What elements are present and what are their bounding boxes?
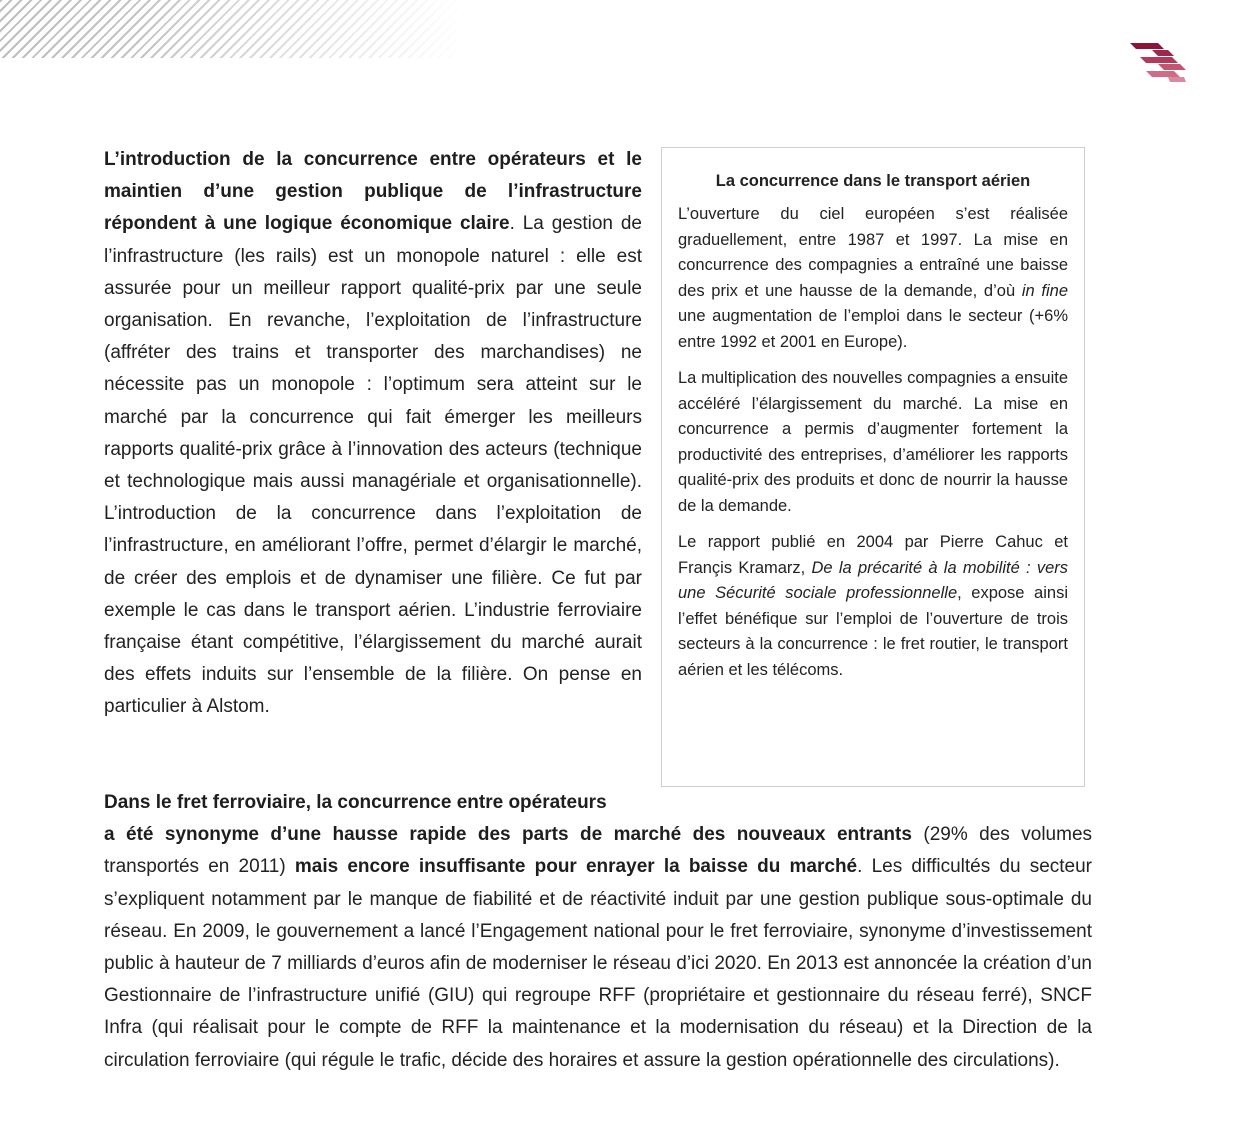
freight-paragraph <box>104 787 1092 1077</box>
sidebox-p1-italic: in fine <box>1021 281 1068 300</box>
sidebox-p3-italic-title: De la précarité à la mobilité : vers une Sécurité sociale professionnelle <box>678 558 1068 602</box>
freight-normal-1: (29% des volumes transportés en 2011) <box>104 824 1093 878</box>
stacked-arrows-logo-icon <box>1128 40 1188 84</box>
sidebox-paragraph-3 <box>678 530 1068 683</box>
freight-bold-line-1: Dans le fret ferroviaire, la concurrence entre opérateurs <box>104 792 607 813</box>
freight-bold-continuation: a été synonyme d’une hausse rapide des parts de marché des nouveaux entrants <box>104 824 912 846</box>
sidebox-p1-end: une augmentation de l’emploi dans le secteur (+6% entre 1992 et 2001 en Europe). <box>678 307 1068 351</box>
sidebox-p3-end: , expose ainsi l’effet bénéfique sur l’emploi de l’ouverture de trois secteurs à la concurrence : le fret routier, le transport aérien et les télécoms. <box>678 584 1068 679</box>
sidebox-paragraph-1 <box>678 202 1068 355</box>
diagonal-hatch-decoration <box>0 0 465 58</box>
main-lead-bold: L’introduction de la concurrence entre opérateurs et le maintien d’une gestion publique de l’infrastructure répondent à une logique économique claire <box>104 149 642 235</box>
main-body-text: . La gestion de l’infrastructure (les rails) est un monopole naturel : elle est assurée pour un meilleur rapport qualité-prix par une seule organisation. En revanche, l’exploitation de l’infrastructure (affréter des trains et transporter des marchandises) ne nécessite pas un monopole : l’optimum sera atteint sur le marché par la concurrence qui fait émerger les meilleurs rapports qualité-prix grâce à l’innovation des acteurs (technique et technologique mais aussi managériale et organisationnelle). L’introduction de la concurrence dans l’exploitation de l’infrastructure, en améliorant l’offre, permet d’élargir le marché, de créer des emplois et de dynamiser une filière. Ce fut par exemple le cas dans le transport aérien. L’industrie ferroviaire française étant compétitive, l’élargissement du marché aurait des effets induits sur l’ensemble de la filière. On pense en particulier à Alstom. <box>104 213 642 718</box>
main-paragraph <box>104 144 642 724</box>
freight-normal-2: . Les difficultés du secteur s’expliquent notamment par le manque de fiabilité et de réactivité induit par une gestion publique sous-optimale du réseau. En 2009, le gouvernement a lancé l’Engagement national pour le fret ferroviaire, synonyme d’investissement public à hauteur de 7 milliards d’euros afin de moderniser le réseau d’ici 2020. En 2013 est annoncée la création d’un Gestionnaire de l’infrastructure unifié (GIU) qui regroupe RFF (propriétaire et gestionnaire du réseau ferré), SNCF Infra (qui réalisait pour le compte de RFF la maintenance et la modernisation du réseau) et la Direction de la circulation ferroviaire (qui régule le trafic, décide des horaires et assure la gestion opérationnelle des circulations). <box>104 856 1093 1071</box>
sidebox-p1-text: L’ouverture du ciel européen s’est réalisée graduellement, entre 1987 et 1997. La mise en concurrence des compagnies a entraîné une baisse des prix et une hausse de la demande, d’où <box>678 205 1068 300</box>
sidebox-title: La concurrence dans le transport aérien <box>715 172 1031 190</box>
air-transport-sidebox <box>661 147 1085 787</box>
freight-bold-2: mais encore insuffisante pour enrayer la baisse du marché <box>294 856 858 878</box>
sidebox-p3-text: Le rapport publié en 2004 par Pierre Cahuc et Françis Kramarz, <box>678 533 1068 577</box>
sidebox-paragraph-2: La multiplication des nouvelles compagnies a ensuite accéléré l’élargissement du marché. La mise en concurrence a permis d’augmenter fortement la productivité des entreprises, d’améliorer les rapports qualité-prix des produits et donc de nourrir la hausse de la demande. <box>678 369 1068 515</box>
